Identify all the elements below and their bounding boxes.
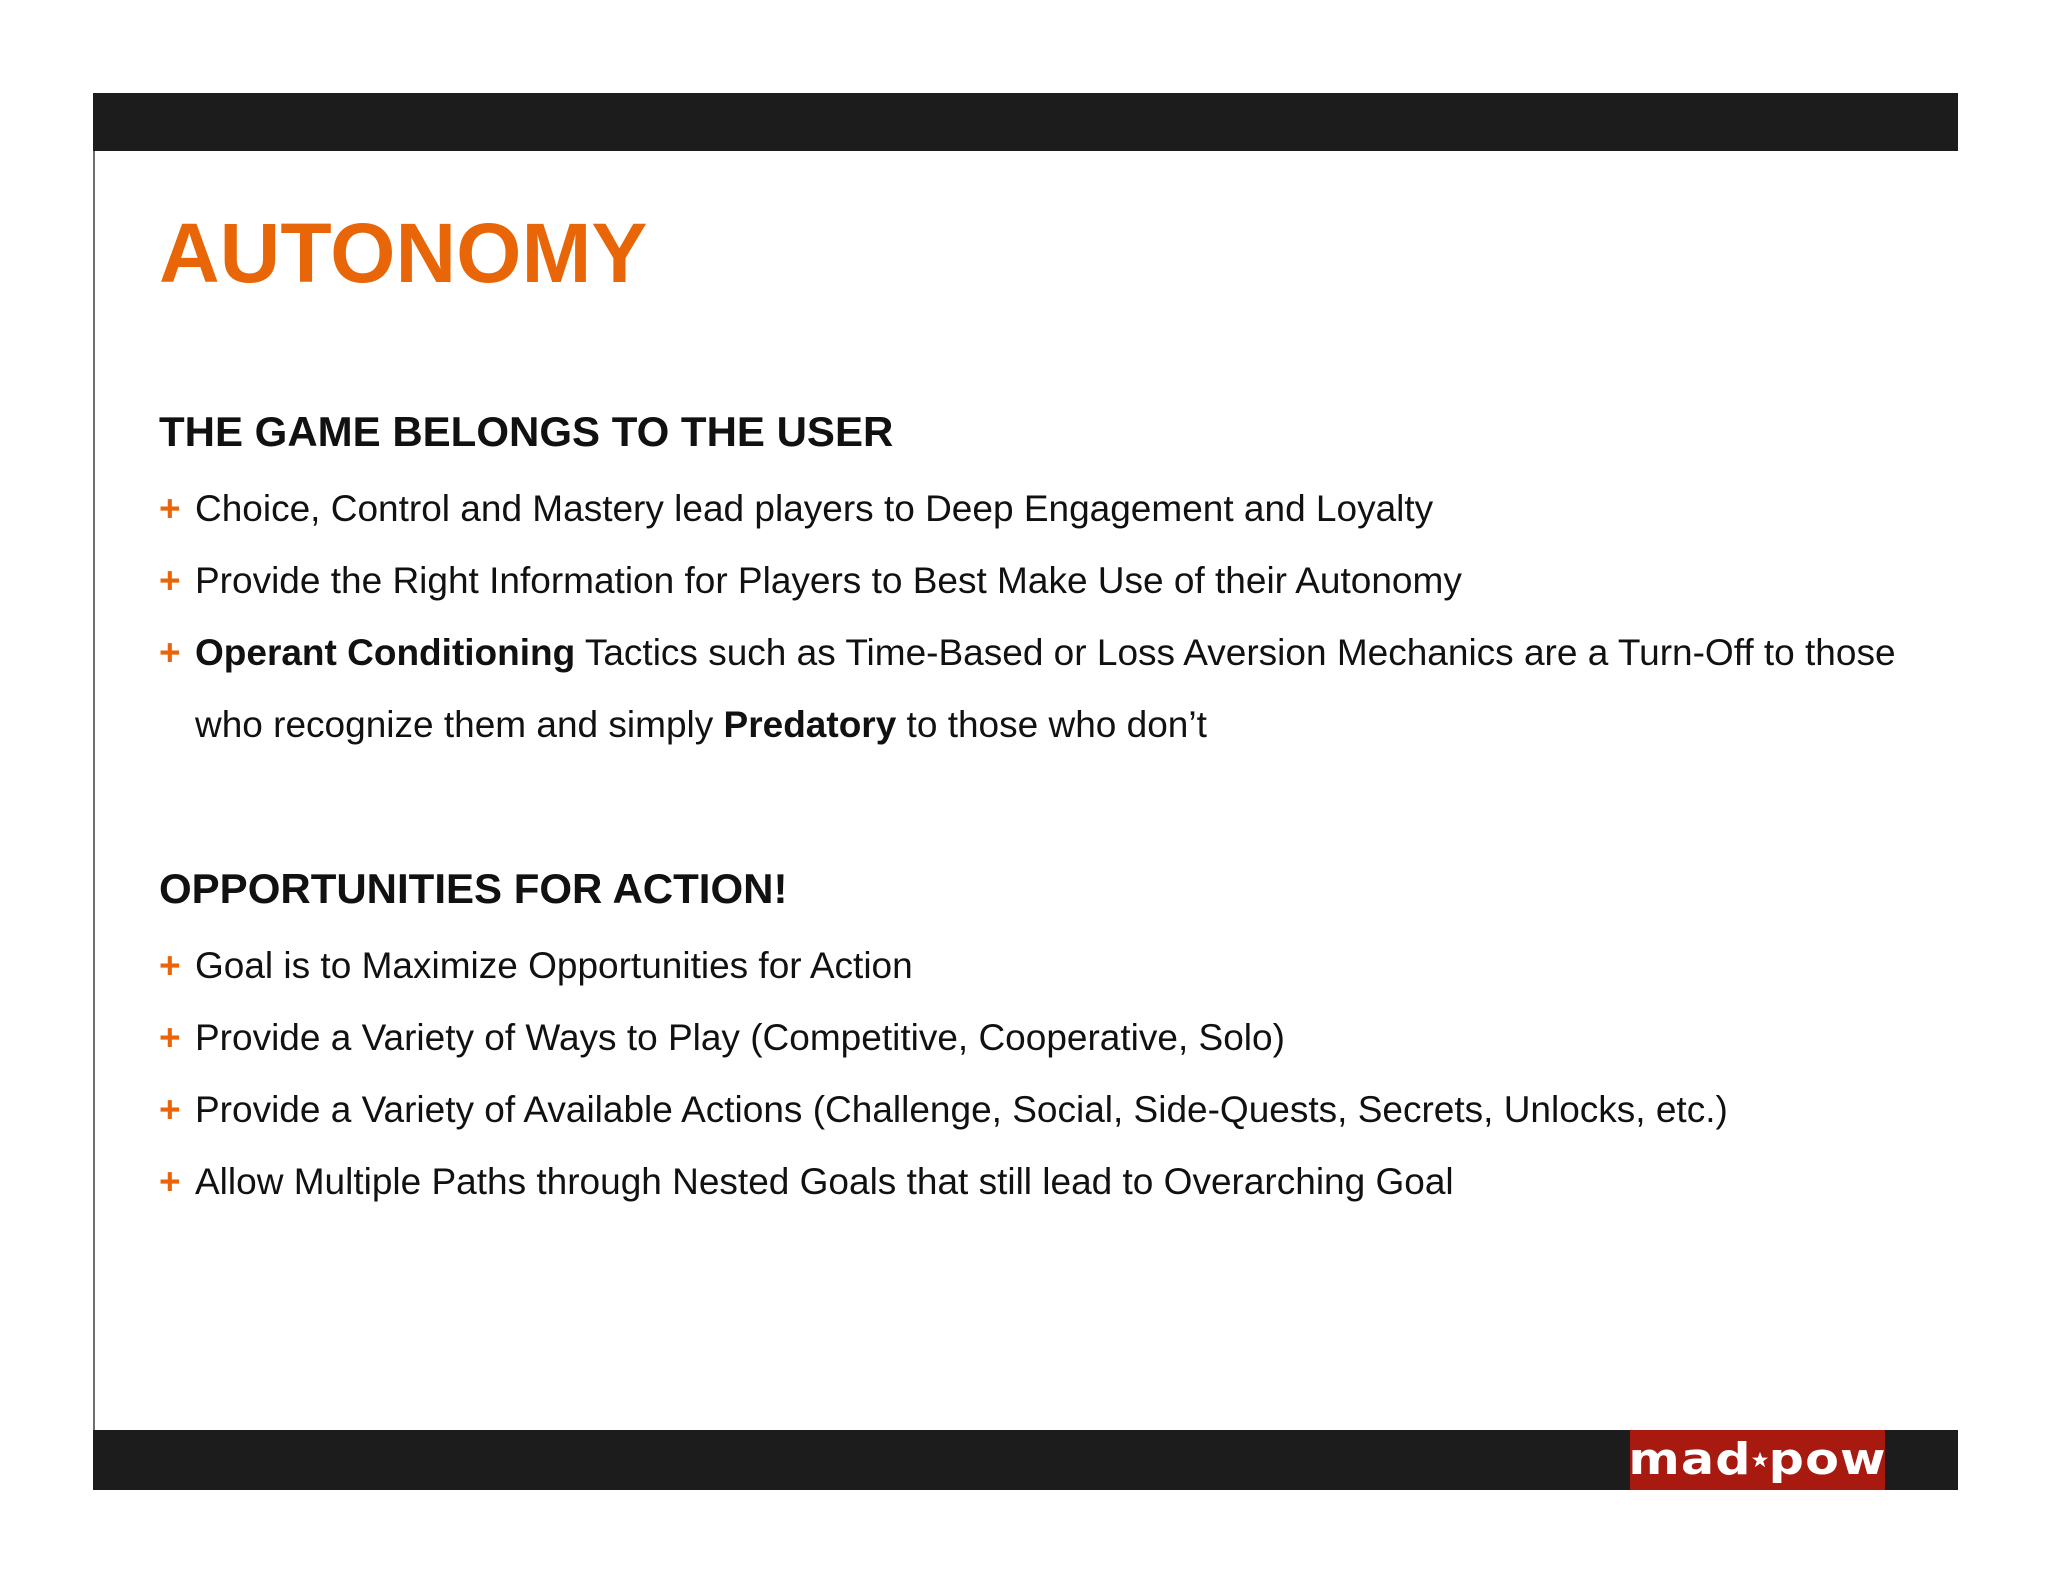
bullet-text: to those who don’t: [896, 704, 1207, 745]
mad-pow-logo: [1630, 1430, 1885, 1490]
plus-bullet-icon: +: [159, 560, 181, 601]
bottom-bar: [93, 1430, 1958, 1490]
bullet-text: Allow Multiple Paths through Nested Goals that still lead to Overarching Goal: [195, 1161, 1454, 1202]
plus-bullet-icon: +: [159, 488, 181, 529]
bullet-item: [159, 1002, 1919, 1074]
logo-left-word: mad: [1628, 1434, 1752, 1485]
bullet-item: [159, 930, 1919, 1002]
logo-right-word: pow: [1768, 1434, 1887, 1485]
plus-bullet-icon: +: [159, 632, 181, 673]
bullet-text: Goal is to Maximize Opportunities for Action: [195, 945, 913, 986]
operant-conditioning-text: Operant Conditioning: [195, 632, 576, 673]
slide: [93, 93, 1956, 1490]
section-opportunities-for-action: [159, 865, 1919, 1218]
bullet-text: Choice, Control and Mastery lead players to Deep Engagement and Loyalty: [195, 488, 1434, 529]
bullet-item: [159, 1074, 1919, 1146]
bullet-text: Provide a Variety of Ways to Play (Competitive, Cooperative, Solo): [195, 1017, 1285, 1058]
star-icon: [1751, 1451, 1769, 1469]
bullet-list: [159, 473, 1919, 761]
section-heading: THE GAME BELONGS TO THE USER: [159, 408, 894, 455]
plus-bullet-icon: +: [159, 1089, 181, 1130]
bullet-text: Provide a Variety of Available Actions (Challenge, Social, Side-Quests, Secrets, Unlocks, etc.): [195, 1089, 1728, 1130]
bullet-text: Tactics such as Time-Based or Loss Aversion Mechanics are a Turn-Off to those who recognize them and simply: [195, 632, 1896, 745]
top-bar: [93, 93, 1958, 151]
plus-bullet-icon: +: [159, 1161, 181, 1202]
bullet-text: Provide the Right Information for Players to Best Make Use of their Autonomy: [195, 560, 1462, 601]
section-game-belongs-to-user: [159, 408, 1919, 761]
predatory-text: Predatory: [723, 704, 897, 745]
bullet-item: [159, 1146, 1919, 1218]
bullet-item: [159, 617, 1919, 761]
plus-bullet-icon: +: [159, 945, 181, 986]
bullet-list: [159, 930, 1919, 1218]
plus-bullet-icon: +: [159, 1017, 181, 1058]
bullet-item: [159, 545, 1919, 617]
slide-title: AUTONOMY: [159, 206, 648, 300]
bullet-item: [159, 473, 1919, 545]
section-heading: OPPORTUNITIES FOR ACTION!: [159, 865, 788, 912]
